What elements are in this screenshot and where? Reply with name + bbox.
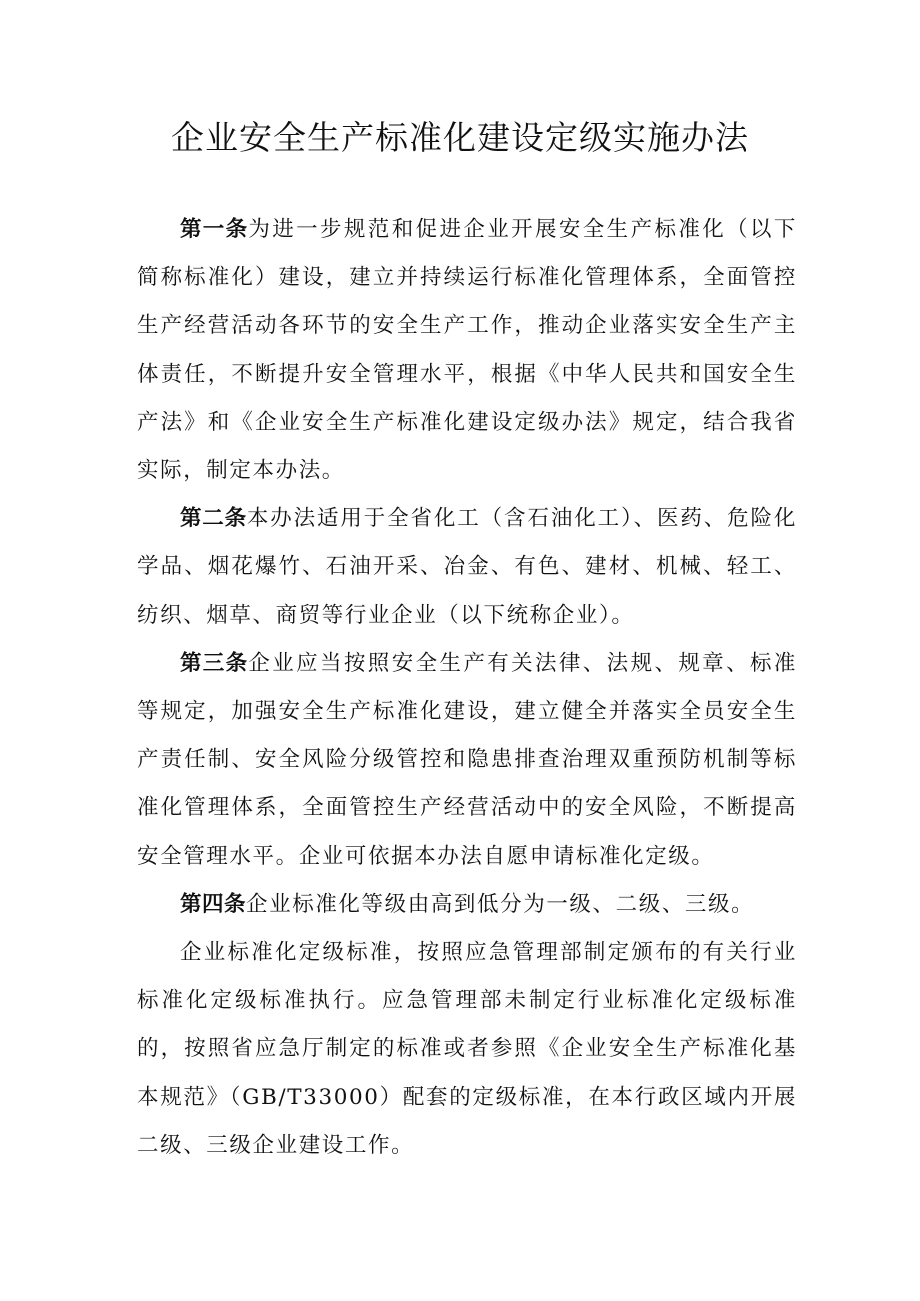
paragraph-text: 企业标准化定级标准，按照应急管理部制定颁布的有关行业标准化定级标准执行。应急管理部未制定行业标准化定级标准的，按照省应急厅制定的标准或者参照《企业安全生产标准化基本规范》（GB/T33000）配套的定级标准，在本行政区域内开展二级、三级企业建设工作。	[137, 940, 797, 1158]
paragraph-article-3	[137, 640, 797, 881]
paragraph-article-2	[137, 495, 797, 640]
article-number: 第二条	[180, 506, 247, 532]
document-title: 企业安全生产标准化建设定级实施办法	[171, 118, 749, 157]
document-body	[137, 206, 797, 1170]
article-text: 企业标准化等级由高到低分为一级、二级、三级。	[246, 891, 755, 917]
article-number: 第三条	[180, 650, 249, 676]
article-number: 第四条	[180, 891, 247, 917]
article-text: 为进一步规范和促进企业开展安全生产标准化（以下简称标准化）建设，建立并持续运行标准化管理体系，全面管控生产经营活动各环节的安全生产工作，推动企业落实安全生产主体责任，不断提升安全管理水平，根据《中华人民共和国安全生产法》和《企业安全生产标准化建设定级办法》规定，结合我省实际，制定本办法。	[137, 217, 797, 484]
article-text: 本办法适用于全省化工（含石油化工）、医药、危险化学品、烟花爆竹、石油开采、冶金、有色、建材、机械、轻工、纺织、烟草、商贸等行业企业（以下统称企业）。	[137, 506, 797, 628]
paragraph-article-1	[137, 206, 797, 495]
paragraph-grading-standard	[137, 929, 797, 1170]
article-text: 企业应当按照安全生产有关法律、法规、规章、标准等规定，加强安全生产标准化建设，建立健全并落实全员安全生产责任制、安全风险分级管控和隐患排查治理双重预防机制等标准化管理体系，全面管控生产经营活动中的安全风险，不断提高安全管理水平。企业可依据本办法自愿申请标准化定级。	[137, 650, 797, 869]
article-number: 第一条	[180, 217, 249, 242]
paragraph-article-4	[137, 881, 797, 929]
